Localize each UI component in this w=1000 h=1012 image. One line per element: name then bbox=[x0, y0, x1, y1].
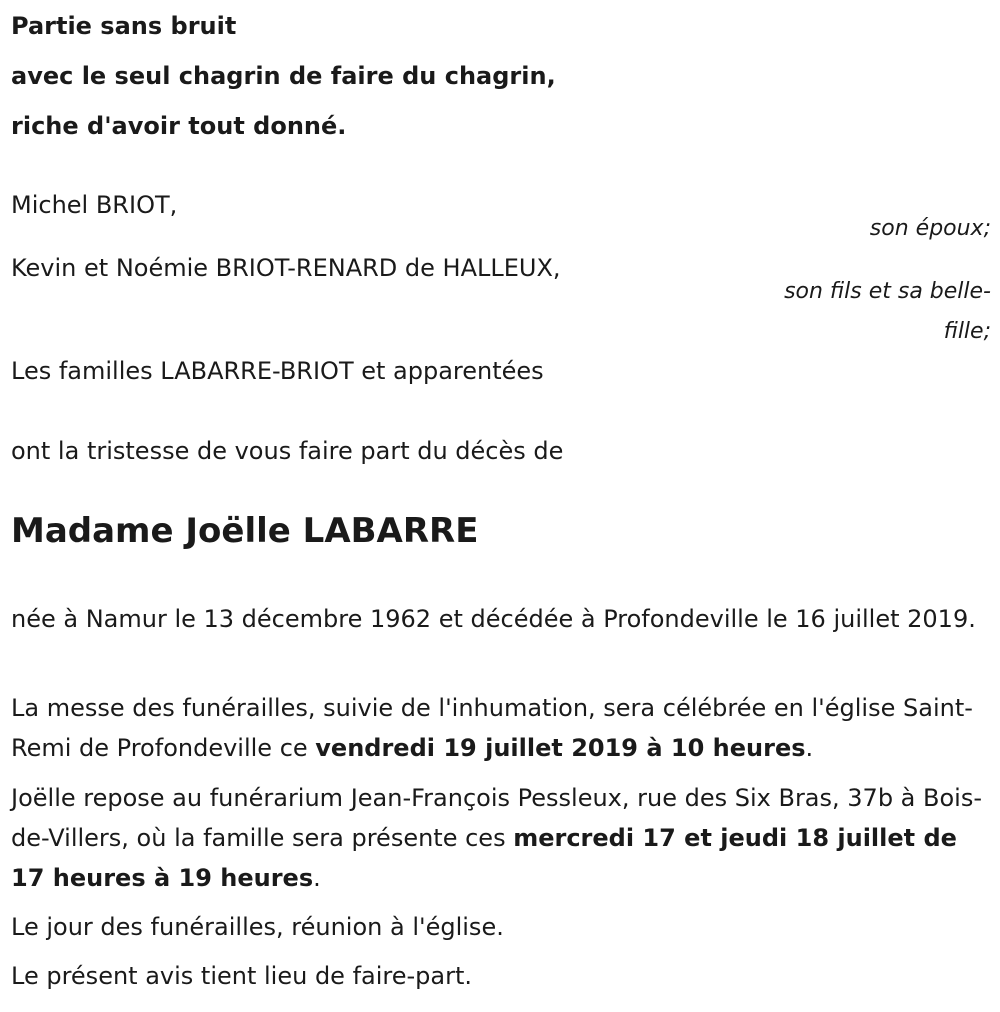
obituary-notice bbox=[11, 0, 991, 990]
families-line: Les familles LABARRE-BRIOT et apparentées bbox=[11, 357, 544, 385]
funeral-home-info bbox=[11, 778, 986, 898]
funeral-home-text-end: . bbox=[313, 864, 321, 892]
mass-text: La messe des funérailles, suivie de l'inhumation, sera célébrée en l'église Saint-Remi de Profondeville ce bbox=[11, 694, 973, 762]
notice-line: Le présent avis tient lieu de faire-part. bbox=[11, 962, 473, 990]
deceased-name: Madame Joëlle LABARRE bbox=[11, 511, 479, 551]
funeral-home-text: Joëlle repose au funérarium Jean-François Pessleux, rue des Six Bras, 37b à Bois-de-Villers, où la famille sera présente ces bbox=[11, 784, 982, 852]
poem-line-1: Partie sans bruit bbox=[11, 12, 237, 40]
poem-line-3: riche d'avoir tout donné. bbox=[11, 112, 347, 140]
visiting-hours: mercredi 17 et jeudi 18 juillet de 17 heures à 19 heures bbox=[11, 824, 957, 892]
mass-text-end: . bbox=[805, 734, 814, 762]
family-member-role: son fils et sa belle-fille; bbox=[784, 279, 991, 344]
birth-death-info: née à Namur le 13 décembre 1962 et décédée à Profondeville le 16 juillet 2019. bbox=[11, 605, 976, 633]
family-member-name: Michel BRIOT, bbox=[11, 191, 178, 219]
mass-info bbox=[11, 688, 986, 768]
family-member-name: Kevin et Noémie BRIOT-RENARD de HALLEUX, bbox=[11, 254, 561, 282]
poem-line-2: avec le seul chagrin de faire du chagrin, bbox=[11, 62, 556, 90]
family-member-1-role-wrap bbox=[11, 209, 991, 249]
mass-date: vendredi 19 juillet 2019 à 10 heures bbox=[315, 734, 806, 762]
poem bbox=[11, 0, 991, 151]
announcement: ont la tristesse de vous faire part du décès de bbox=[11, 437, 564, 465]
family-member-role: son époux; bbox=[869, 216, 991, 241]
family-member-2-role-wrap bbox=[11, 272, 991, 352]
gathering-info: Le jour des funérailles, réunion à l'église. bbox=[11, 913, 504, 941]
